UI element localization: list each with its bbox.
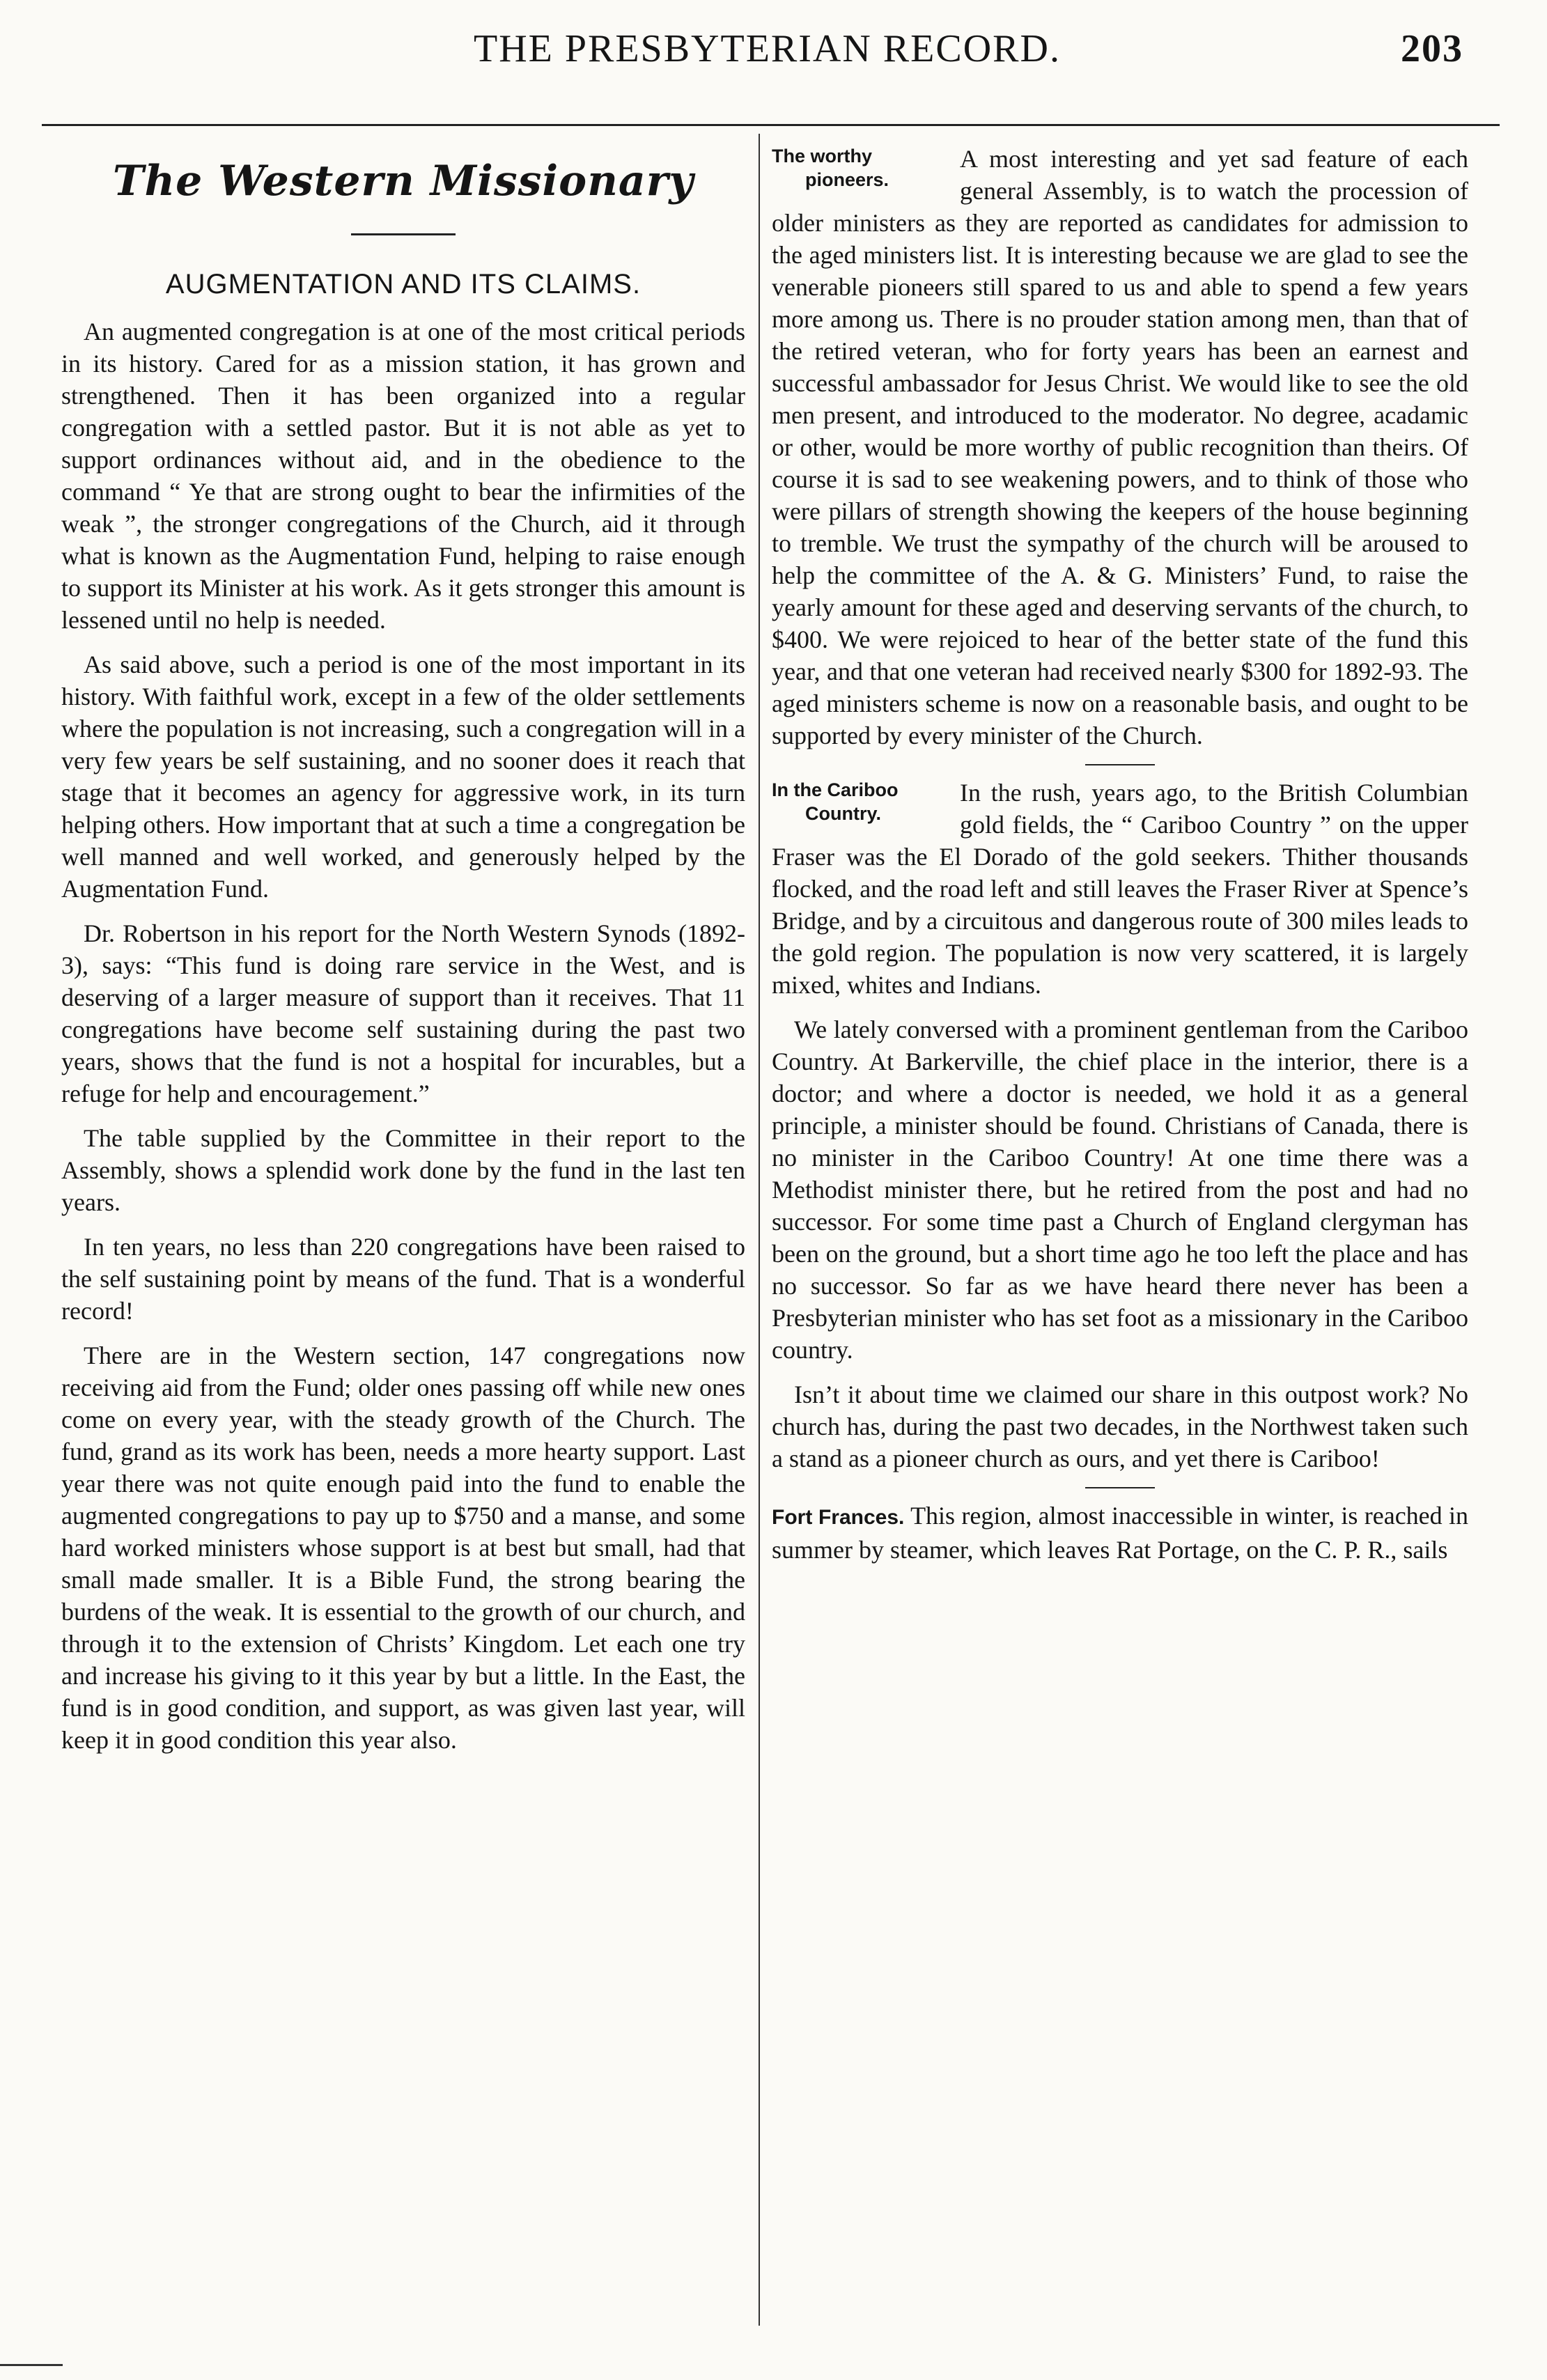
paragraph-text: In the rush, years ago, to the British Columbian gold fields, the “ Cariboo Country ” on the upper Fraser was the El Dorado of the gold seekers. Thither thousands flocked, and the road left and still leaves the Fraser River at Spence’s Bridge, and by a circuitous and dangerous route of 300 miles leads to the gold region. The population is now very scattered, it is largely mixed, whites and Indians. <box>772 779 1468 999</box>
masthead-rule <box>351 233 456 235</box>
paragraph: Isn’t it about time we claimed our share in this outpost work? No church has, during the past two decades, in the Northwest taken such a stand as a pioneer church as ours, and yet there is Cariboo! <box>772 1380 1468 1472</box>
paragraph: In ten years, no less than 220 congregations have been raised to the self sustaining point by means of the fund. That is a wonderful record! <box>61 1233 745 1325</box>
section-rule <box>1085 764 1155 765</box>
paragraph: The table supplied by the Committee in their report to the Assembly, shows a splendid work done by the fund in the last ten years. <box>61 1124 745 1216</box>
side-head <box>772 778 946 825</box>
article-title: AUGMENTATION AND ITS CLAIMS. <box>165 269 642 300</box>
paragraph: There are in the Western section, 147 congregations now receiving aid from the Fund; older ones passing off while new ones come on every year, with the steady growth of the Church. The fund, grand as its work has been, needs a more hearty support. Last year there was not quite enough paid into the fund to enable the augmented congregations to pay up to $750 and a manse, and some hard worked ministers whose support is at best but small, had that small made smaller. It is a Bible Fund, the strong bearing the burdens of the weak. It is essential to the growth of our church, and through it to the extension of Christs’ Kingdom. Let each one try and increase his giving to it this year by but a little. In the East, the fund is in good condition, and support, as was given last year, will keep it in good condition this year also. <box>61 1341 745 1754</box>
section-rule <box>1085 1487 1155 1488</box>
column-divider <box>759 134 760 2326</box>
side-head <box>772 144 946 192</box>
article-fort-frances <box>772 1500 1468 1566</box>
paragraph: We lately conversed with a prominent gentleman from the Cariboo Country. At Barkerville, the chief place in the interior, there is a doctor; and where a doctor is needed, we hold it as a general principle, a minister should be found. Christians of Canada, there is no minister in the Cariboo Country! At one time there was a Methodist minister there, but he retired from the post and had no successor. For some time past a Church of England clergyman has been on the ground, but a short time ago he too left the place and has no successor. So far as we have heard there never has been a Presbyterian minister who has set foot as a missionary in the Cariboo country. <box>772 1016 1468 1364</box>
running-head <box>0 20 1547 75</box>
paragraph-text: A most interesting and yet sad feature of each general Assembly, is to watch the procession of older ministers as they are reported as candidates for admission to the aged ministers list. It is interesting because we are glad to see the venerable pioneers still spared to us and able to spend a few years more among us. There is no prouder station among men, than that of the retired veteran, who for forty years has been an earnest and successful ambassador for Jesus Christ. We would like to see the old men present, and introduced to the moderator. No degree, acadamic or other, would be more worthy of public recognition than theirs. Of course it is sad to see weakening powers, and to think of those who were pillars of strength showing the keepers of the house beginning to tremble. We trust the sympathy of the church will be aroused to help the committee of the A. & G. Ministers’ Fund, to raise the yearly amount for these aged and deserving servants of the church, to $400. We were rejoiced to hear of the better state of the fund this year, and that one veteran had received nearly $300 for 1892-93. The aged ministers scheme is now on a reasonable basis, and ought to be supported by every minister of the Church. <box>772 145 1468 749</box>
article-cariboo-country <box>772 777 1468 1001</box>
run-in-head: Fort Frances. <box>772 1506 905 1529</box>
footer-rule <box>0 2364 63 2366</box>
paragraph: Dr. Robertson in his report for the North Western Synods (1892-3), says: “This fund is doing rare service in the West, and is deserving of a larger measure of support than it receives. That 11 congregations have become self sustaining during the past two years, shows that the fund is not a hospital for incurables, but a refuge for help and encouragement.” <box>61 919 745 1107</box>
right-column <box>772 143 1468 2324</box>
left-column <box>61 143 745 2324</box>
side-head-line: In the Cariboo <box>772 779 899 800</box>
paragraph-text: This region, almost inaccessible in winter, is reached in summer by steamer, which leaves Rat Portage, on the C. P. R., sails <box>772 1502 1468 1564</box>
header-rule <box>42 124 1500 126</box>
section-masthead: The Western Missionary <box>112 157 694 205</box>
running-title: THE PRESBYTERIAN RECORD. <box>474 27 1061 70</box>
side-head-line: The worthy <box>772 146 873 166</box>
paragraph: As said above, such a period is one of the most important in its history. With faithful work, except in a few of the older settlements where the population is not increasing, such a congregation will in a very few years be self sustaining, and no sooner does it reach that stage that it becomes an agency for aggressive work, in its turn helping others. How important that at such a time a congregation be well manned and well worked, and generously helped by the Augmentation Fund. <box>61 651 745 903</box>
article-worthy-pioneers <box>772 143 1468 752</box>
side-head-line: Country. <box>805 803 881 824</box>
page-number: 203 <box>1401 27 1463 70</box>
side-head-line: pioneers. <box>805 169 889 190</box>
paragraph: An augmented congregation is at one of the most critical periods in its history. Cared for as a mission station, it has grown and strengthened. Then it has been organized into a regular congregation with a settled pastor. But it is not able as yet to support ordinances without aid, and in the obedience to the command “ Ye that are strong ought to bear the infirmities of the weak ”, the stronger congregations of the Church, aid it through what is known as the Augmentation Fund, helping to raise enough to support its Minister at his work. As it gets stronger this amount is lessened until no help is needed. <box>61 318 745 634</box>
